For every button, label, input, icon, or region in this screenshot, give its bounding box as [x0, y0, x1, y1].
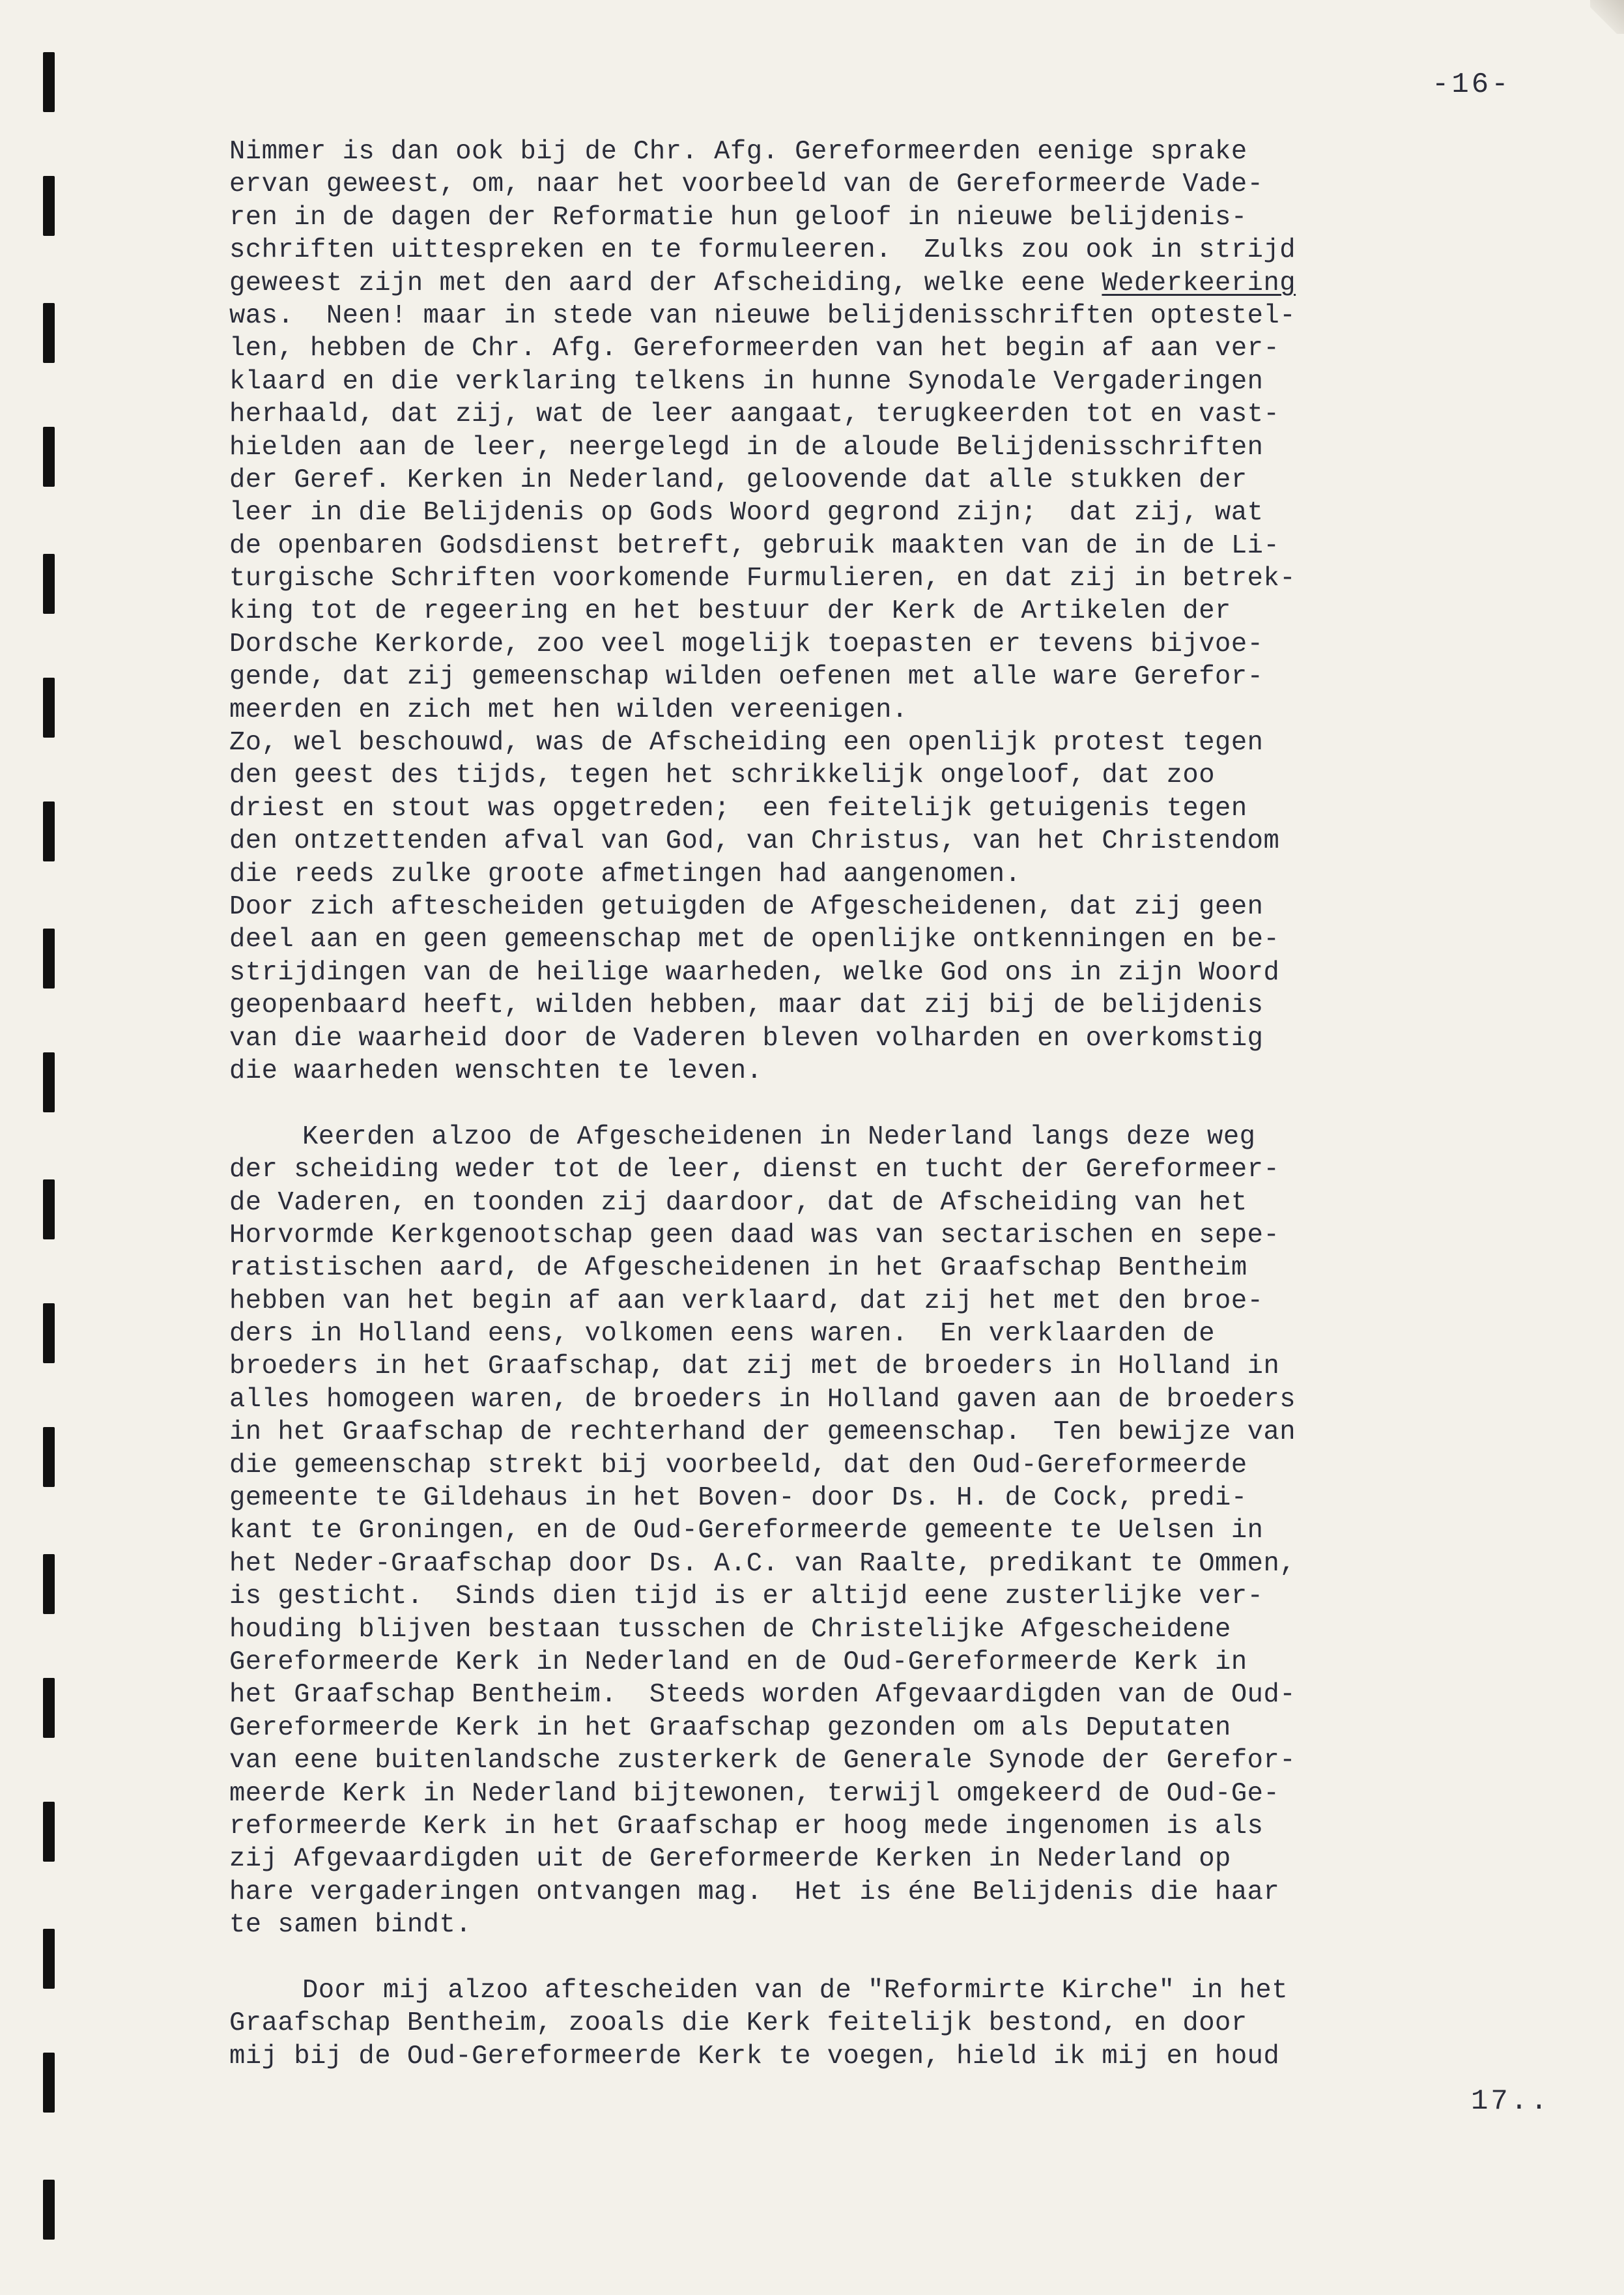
text-line: ren in de dagen der Reformatie hun geloof in nieuwe belijdenis- [229, 202, 1247, 233]
paragraph-gap [229, 1941, 1558, 1974]
text-line: Graafschap Bentheim, zooals die Kerk feitelijk bestond, en door [229, 2008, 1247, 2039]
text-line: der scheiding weder tot de leer, dienst en tucht der Gereformeer- [229, 1155, 1280, 1185]
text-line: houding blijven bestaan tusschen de Christelijke Afgescheidene [229, 1614, 1231, 1645]
binder-hole [43, 303, 55, 363]
binder-hole [43, 801, 55, 861]
binder-hole [43, 678, 55, 738]
text-line [229, 267, 1558, 300]
text-line: van die waarheid door de Vaderen bleven volharden en overkomstig [229, 1023, 1264, 1054]
text-line: het Neder-Graafschap door Ds. A.C. van Raalte, predikant te Ommen, [229, 1548, 1296, 1579]
text-line: gemeente te Gildehaus in het Boven- door Ds. H. de Cock, predi- [229, 1483, 1247, 1514]
binder-hole [43, 2053, 55, 2113]
text-line: te samen bindt. [229, 1910, 472, 1941]
text-line: geopenbaard heeft, wilden hebben, maar dat zij bij de belijdenis [229, 990, 1264, 1021]
text-line: Door mij alzoo aftescheiden van de "Reformirte Kirche" in het [302, 1975, 1289, 2006]
text-line: van eene buitenlandsche zusterkerk de Generale Synode der Gerefor- [229, 1746, 1296, 1776]
text-line: ervan geweest, om, naar het voorbeeld van de Gereformeerde Vade- [229, 169, 1264, 200]
paragraph-gap [229, 1088, 1558, 1120]
text-line: in het Graafschap de rechterhand der gemeenschap. Ten bewijze van [229, 1417, 1296, 1448]
binder-hole [43, 1427, 55, 1487]
text-line: Zo, wel beschouwd, was de Afscheiding een openlijk protest tegen [229, 728, 1264, 758]
text-line: king tot de regeering en het bestuur der Kerk de Artikelen der [229, 596, 1231, 627]
text-line: Dordsche Kerkorde, zoo veel mogelijk toepasten er tevens bijvoe- [229, 629, 1264, 659]
text-line: alles homogeen waren, de broeders in Holland gaven aan de broeders [229, 1384, 1296, 1415]
text-line: kant te Groningen, en de Oud-Gereformeerde gemeente te Uelsen in [229, 1516, 1264, 1546]
binder-hole [43, 176, 55, 236]
text-line: den geest des tijds, tegen het schrikkelijk ongeloof, dat zoo [229, 760, 1216, 791]
text-line: Nimmer is dan ook bij de Chr. Afg. Gereformeerden eenige sprake [229, 137, 1247, 167]
text-line: reformeerde Kerk in het Graafschap er hoog mede ingenomen is als [229, 1811, 1264, 1841]
binder-hole [43, 1929, 55, 1989]
page-corner [1590, 0, 1624, 34]
binder-hole [43, 2180, 55, 2240]
continuation-marker: 17.. [1471, 2085, 1550, 2118]
text-line: ders in Holland eens, volkomen eens waren. En verklaarden de [229, 1319, 1216, 1350]
text-line: len, hebben de Chr. Afg. Gereformeerden van het begin af aan ver- [229, 334, 1280, 364]
text-line: gende, dat zij gemeenschap wilden oefenen met alle ware Gerefor- [229, 662, 1264, 693]
text-line: die reeds zulke groote afmetingen had aangenomen. [229, 859, 1021, 889]
binder-hole [43, 1052, 55, 1112]
body-text [229, 136, 1558, 2073]
binder-hole [43, 929, 55, 989]
text-line: Keerden alzoo de Afgescheidenen in Nederland langs deze weg [302, 1121, 1256, 1152]
text-line: leer in die Belijdenis op Gods Woord gegrond zijn; dat zij, wat [229, 498, 1264, 528]
text-line: der Geref. Kerken in Nederland, geloovende dat alle stukken der [229, 465, 1247, 495]
text-line: hebben van het begin af aan verklaard, dat zij het met den broe- [229, 1286, 1264, 1316]
text-line: die gemeenschap strekt bij voorbeeld, dat den Oud-Gereformeerde [229, 1450, 1247, 1480]
text-line-start: geweest zijn met den aard der Afscheiding, welke eene [229, 268, 1102, 298]
text-line: was. Neen! maar in stede van nieuwe belijdenisschriften optestel- [229, 300, 1296, 331]
text-line: Gereformeerde Kerk in het Graafschap gezonden om als Deputaten [229, 1712, 1231, 1743]
binder-hole [43, 1554, 55, 1614]
text-line: broeders in het Graafschap, dat zij met de broeders in Holland in [229, 1351, 1280, 1382]
binder-hole [43, 427, 55, 487]
text-line: is gesticht. Sinds dien tijd is er altijd eene zusterlijke ver- [229, 1581, 1264, 1612]
text-line: die waarheden wenschten te leven. [229, 1056, 763, 1086]
text-line: klaard en die verklaring telkens in hunne Synodale Vergaderingen [229, 366, 1264, 397]
binder-hole [43, 554, 55, 614]
text-line: strijdingen van de heilige waarheden, welke God ons in zijn Woord [229, 957, 1280, 988]
text-line: Horvormde Kerkgenootschap geen daad was van sectarischen en sepe- [229, 1220, 1280, 1250]
text-line: meerde Kerk in Nederland bijtewonen, terwijl omgekeerd de Oud-Ge- [229, 1778, 1280, 1809]
text-line: Gereformeerde Kerk in Nederland en de Oud-Gereformeerde Kerk in [229, 1647, 1247, 1677]
binder-hole [43, 1303, 55, 1363]
text-line: de openbaren Godsdienst betreft, gebruik maakten van de in de Li- [229, 530, 1280, 561]
page-number: -16- [1432, 68, 1511, 101]
binder-holes [43, 0, 56, 2295]
text-line: driest en stout was opgetreden; een feitelijk getuigenis tegen [229, 793, 1247, 824]
text-line: het Graafschap Bentheim. Steeds worden Afgevaardigden van de Oud- [229, 1680, 1296, 1710]
binder-hole [43, 1678, 55, 1738]
text-line: den ontzettenden afval van God, van Christus, van het Christendom [229, 826, 1280, 857]
text-line: Door zich aftescheiden getuigden de Afgescheidenen, dat zij geen [229, 891, 1264, 922]
text-line: zij Afgevaardigden uit de Gereformeerde Kerken in Nederland op [229, 1844, 1231, 1875]
underlined-word: Wederkeering [1102, 268, 1296, 298]
binder-hole [43, 52, 55, 112]
text-line: schriften uittespreken en te formuleeren. Zulks zou ook in strijd [229, 235, 1296, 266]
text-line: de Vaderen, en toonden zij daardoor, dat de Afscheiding van het [229, 1187, 1247, 1218]
binder-hole [43, 1802, 55, 1862]
text-line: ratistischen aard, de Afgescheidenen in het Graafschap Bentheim [229, 1253, 1247, 1284]
text-line: turgische Schriften voorkomende Furmulieren, en dat zij in betrek- [229, 564, 1296, 594]
text-line: mij bij de Oud-Gereformeerde Kerk te voegen, hield ik mij en houd [229, 2041, 1280, 2071]
text-line: herhaald, dat zij, wat de leer aangaat, terugkeerden tot en vast- [229, 399, 1280, 430]
text-line: hielden aan de leer, neergelegd in de aloude Belijdenisschriften [229, 432, 1264, 463]
text-line: hare vergaderingen ontvangen mag. Het is éne Belijdenis die haar [229, 1877, 1280, 1907]
text-line: deel aan en geen gemeenschap met de openlijke ontkenningen en be- [229, 925, 1280, 955]
text-line: meerden en zich met hen wilden vereenigen. [229, 695, 908, 725]
binder-hole [43, 1179, 55, 1239]
